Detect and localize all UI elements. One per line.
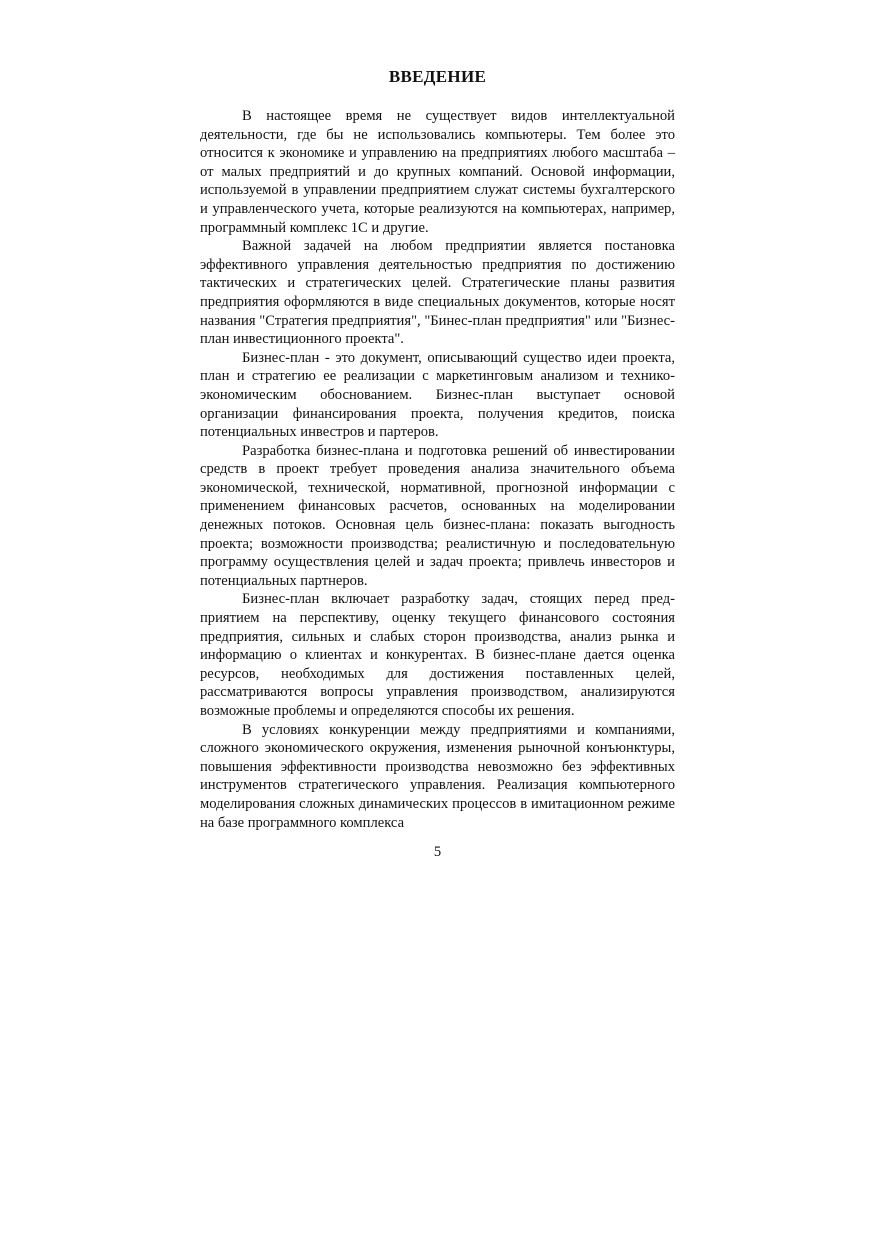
paragraph: В настоящее время не существует видов интеллектуальной деятельности, где бы не использовались компьютеры. Тем более это относится к экономике и управлению на предприятиях любого масштаба – от малых предприятий и до крупных компаний. Основой информации, используемой в управлении предприятием служат системы бухгалтерского и управленческого учета, которые реализуются на компьютерах, например, программный комплекс 1С и другие. — [200, 108, 675, 236]
paragraph: В условиях конкуренции между предприятиями и компаниями, сложного экономического окружения, изменения рыночной конъюнктуры, повышения эффективности производства невозможно без эффективных инструментов стратегического управления. Реализация компьютерного моделирования сложных динамических процессов в имитационном режиме на базе программного комплекса — [200, 721, 675, 831]
paragraph: Разработка бизнес-плана и подготовка решений об инвестировании средств в проект требует проведения анализа значительного объема экономической, технической, нормативной, прогнозной информации с применением финансовых расчетов, основанных на моделировании денежных потоков. Основная цель бизнес-плана: показать выгодность проекта; возможности производства; реалистичную и последовательную программу осуществления целей и задач проекта; привлечь инвесторов и потенциальных партнеров. — [200, 442, 675, 589]
paragraph: Важной задачей на любом предприятии является постановка эффективного управления деятельностью предприятия по достижению тактических и стратегических целей. Стратегические планы развития предприятия оформляются в виде специальных документов, которые носят названия "Стратегия предприятия", "Бинес-план предприятия" или "Бизнес-план инвестиционного проекта". — [200, 238, 675, 348]
body-text — [200, 107, 675, 832]
page-title: ВВЕДЕНИЕ — [388, 67, 487, 86]
page-number: 5 — [433, 844, 442, 860]
paragraph: Бизнес-план - это документ, описывающий существо идеи проекта, план и стратегию ее реализации с маркетинговым анализом и технико-экономическим обоснованием. Бизнес-план выступает основой организации финансирования проекта, получения кредитов, поиска потенциальных инвестров и партеров. — [200, 349, 675, 441]
paragraph: Бизнес-план включает разработку задач, стоящих перед предприятием на перспективу, оценку текущего финансового состояния предприятия, сильных и слабых сторон производства, анализ рынка и информацию о клиентах и конкурентах. В бизнес-плане дается оценка ресурсов, необходимых для достижения поставленных целей, рассматриваются вопросы управления производством, анализируются возможные проблемы и определяются способы их решения. — [200, 591, 675, 719]
